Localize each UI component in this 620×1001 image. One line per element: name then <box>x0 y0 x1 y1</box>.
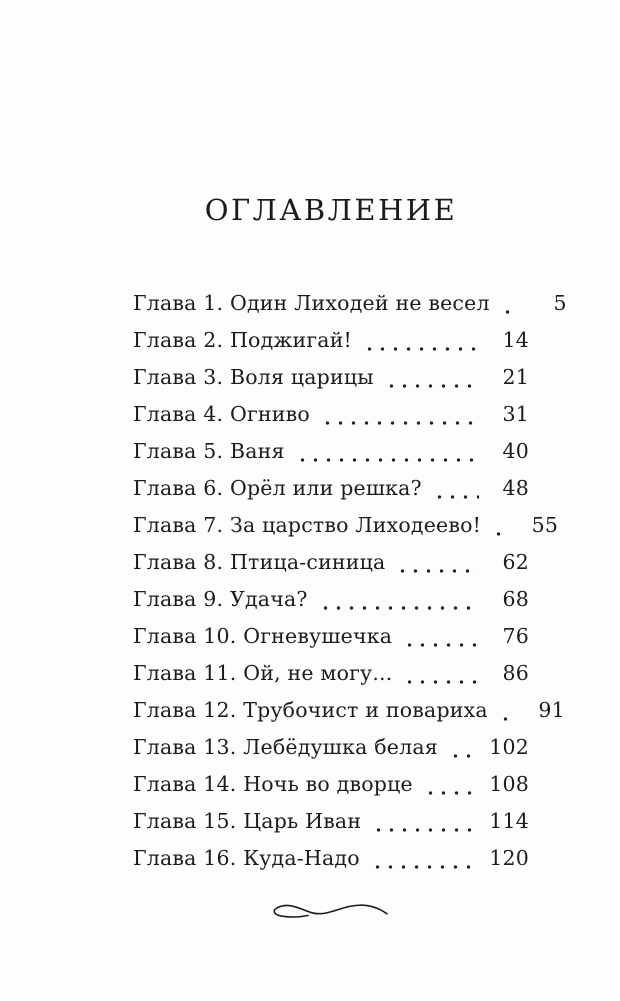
toc-entry-label: Глава 4. Огниво <box>133 402 310 426</box>
toc-entry-page-number: 91 <box>538 698 565 722</box>
toc-entry <box>133 507 559 544</box>
toc-entry-label: Глава 13. Лебёдушка белая <box>133 735 438 759</box>
toc-entry-label: Глава 7. За царство Лиходеево! <box>133 513 482 537</box>
toc-entry-page-number: 62 <box>502 550 529 574</box>
toc-entry-label: Глава 16. Куда-Надо <box>133 846 360 870</box>
toc-list <box>133 285 567 877</box>
toc-entry-page-number: 102 <box>489 735 529 759</box>
dot-leader <box>370 828 479 832</box>
toc-entry <box>133 322 529 359</box>
toc-entry-label: Глава 11. Ой, не могу... <box>133 661 393 685</box>
toc-entry-label: Глава 5. Ваня <box>133 439 285 463</box>
toc-entry-label: Глава 6. Орёл или решка? <box>133 476 422 500</box>
dot-leader <box>497 717 515 721</box>
page-title: ОГЛАВЛЕНИЕ <box>204 193 458 227</box>
ornament-container <box>133 901 529 927</box>
toc-entry <box>133 396 529 433</box>
toc-entry-label: Глава 9. Удача? <box>133 587 308 611</box>
toc-entry-label: Глава 10. Огневушечка <box>133 624 393 648</box>
dot-leader <box>317 606 479 610</box>
toc-entry-label: Глава 8. Птица-синица <box>133 550 386 574</box>
toc-entry <box>133 285 567 322</box>
toc-entry-page-number: 68 <box>502 587 529 611</box>
dot-leader <box>490 532 508 536</box>
toc-entry <box>133 433 529 470</box>
dot-leader <box>499 310 517 314</box>
dot-leader <box>294 458 479 462</box>
toc-entry-page-number: 55 <box>531 513 559 537</box>
dot-leader <box>431 495 479 499</box>
toc-entry-page-number: 14 <box>502 328 529 352</box>
dot-leader <box>361 347 479 351</box>
toc-entry-label: Глава 2. Поджигай! <box>133 328 353 352</box>
toc-entry-label: Глава 14. Ночь во дворце <box>133 772 413 796</box>
toc-entry <box>133 470 529 507</box>
toc-entry-page-number: 48 <box>502 476 529 500</box>
toc-entry <box>133 692 565 729</box>
toc-entry-page-number: 86 <box>502 661 529 685</box>
toc-entry <box>133 618 529 655</box>
toc-entry-page-number: 31 <box>502 402 529 426</box>
toc-entry <box>133 840 529 877</box>
flourish-icon <box>271 901 391 923</box>
dot-leader <box>447 754 479 758</box>
dot-leader <box>319 421 479 425</box>
toc-entry-page-number: 108 <box>489 772 529 796</box>
toc-entry <box>133 766 529 803</box>
dot-leader <box>401 643 479 647</box>
dot-leader <box>383 384 479 388</box>
dot-leader <box>394 569 479 573</box>
toc-entry-label: Глава 15. Царь Иван <box>133 809 362 833</box>
toc-entry-label: Глава 12. Трубочист и повариха <box>133 698 488 722</box>
toc-entry <box>133 803 529 840</box>
dot-leader <box>369 865 479 869</box>
toc-entry-page-number: 21 <box>502 365 529 389</box>
toc-entry-label: Глава 3. Воля царицы <box>133 365 374 389</box>
dot-leader <box>422 791 479 795</box>
toc-entry-page-number: 114 <box>489 809 529 833</box>
toc-entry-page-number: 40 <box>502 439 529 463</box>
text-block <box>133 0 567 927</box>
toc-entry-label: Глава 1. Один Лиходей не весел <box>133 291 490 315</box>
toc-entry <box>133 729 529 766</box>
toc-entry <box>133 655 529 692</box>
dot-leader <box>401 680 479 684</box>
toc-entry <box>133 359 529 396</box>
toc-entry <box>133 544 529 581</box>
toc-entry-page-number: 120 <box>489 846 529 870</box>
toc-entry-page-number: 5 <box>553 291 567 315</box>
toc-entry <box>133 581 529 618</box>
toc-entry-page-number: 76 <box>502 624 529 648</box>
